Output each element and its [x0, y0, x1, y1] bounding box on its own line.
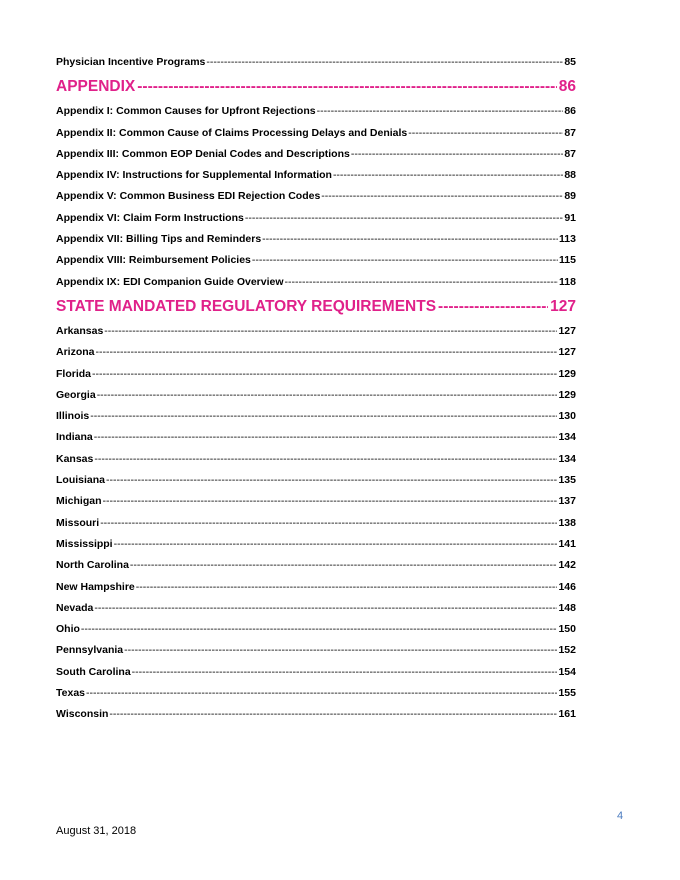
dot-leader: [351, 147, 563, 161]
dot-leader: [252, 253, 558, 267]
toc-entry-label: Appendix VIII: Reimbursement Policies: [56, 254, 251, 267]
dot-leader: [81, 622, 558, 636]
toc-entry[interactable]: [56, 275, 576, 296]
toc-entry[interactable]: [56, 643, 576, 664]
state-entries: [56, 324, 576, 729]
toc-entry[interactable]: [56, 253, 576, 274]
toc-entry[interactable]: [56, 473, 576, 494]
dot-leader: [408, 126, 563, 140]
toc-entry[interactable]: [56, 622, 576, 643]
toc-entry-page: 130: [558, 410, 576, 423]
dot-leader: [96, 345, 558, 359]
toc-entry-label: Appendix III: Common EOP Denial Codes and Descriptions: [56, 147, 350, 160]
toc-entry[interactable]: [56, 147, 576, 168]
toc-entry[interactable]: [56, 686, 576, 707]
toc-entry-label: New Hampshire: [56, 580, 135, 593]
toc-entry[interactable]: [56, 707, 576, 728]
dot-leader: [333, 168, 563, 182]
toc-entry-page: 86: [564, 105, 576, 118]
dot-leader: [92, 367, 557, 381]
toc-entry-page: 135: [558, 474, 576, 487]
toc-entry-label: Pennsylvania: [56, 644, 124, 657]
toc-entry[interactable]: [56, 104, 576, 125]
toc-entry-label: South Carolina: [56, 665, 131, 678]
dot-leader: [94, 430, 558, 444]
toc-entry-label: Georgia: [56, 388, 96, 401]
toc-entry-page: 134: [558, 431, 576, 444]
toc-entry-label: Wisconsin: [56, 708, 109, 721]
toc-entry[interactable]: [56, 452, 576, 473]
toc-entry[interactable]: [56, 324, 576, 345]
toc-entry-page: 134: [558, 452, 576, 465]
toc-entry-label: Appendix IX: EDI Companion Guide Overview: [56, 275, 284, 288]
toc-entry-label: Appendix V: Common Business EDI Rejection Codes: [56, 190, 321, 203]
dot-leader: [136, 580, 558, 594]
toc-entry-label: Appendix VII: Billing Tips and Reminders: [56, 233, 262, 246]
dot-leader: [90, 409, 557, 423]
toc-entry-page: 161: [558, 708, 576, 721]
toc-entry-page: 129: [558, 388, 576, 401]
dot-leader: [132, 665, 558, 679]
dot-leader: [104, 324, 557, 338]
toc-entry-label: North Carolina: [56, 559, 129, 572]
toc-entry-label: Appendix IV: Instructions for Supplemental Information: [56, 169, 332, 182]
toc-entry-page: 138: [558, 516, 576, 529]
dot-leader: [130, 558, 558, 572]
toc-heading-state-mandated[interactable]: [56, 297, 576, 324]
toc-entry-label: Louisiana: [56, 474, 106, 487]
dot-leader: [321, 189, 563, 203]
toc-entry-label: Ohio: [56, 623, 80, 636]
toc-entry[interactable]: [56, 665, 576, 686]
toc-entry-label: Arkansas: [56, 324, 104, 337]
dot-leader: [262, 232, 558, 246]
toc-entry-page: 141: [558, 537, 576, 550]
toc-entry[interactable]: [56, 558, 576, 579]
toc-entry-label: Missouri: [56, 516, 100, 529]
dot-leader: [106, 473, 557, 487]
page-number: 4: [617, 810, 624, 822]
toc-entry[interactable]: [56, 388, 576, 409]
toc-entry-page: 142: [558, 559, 576, 572]
toc-heading-label: STATE MANDATED REGULATORY REQUIREMENTS: [56, 297, 437, 315]
toc-entry[interactable]: [56, 168, 576, 189]
dot-leader: [103, 494, 558, 508]
toc-entry-physician-incentive-programs[interactable]: [56, 55, 576, 76]
toc-entry-label: Mississippi: [56, 537, 113, 550]
toc-entry-page: 150: [558, 623, 576, 636]
toc-entry[interactable]: [56, 494, 576, 515]
footer-date: August 31, 2018: [56, 825, 137, 837]
toc-entry-page: 127: [558, 346, 576, 359]
toc-entry-page: 91: [564, 211, 576, 224]
toc-entry-label: Nevada: [56, 601, 94, 614]
toc-entry-page: 113: [559, 233, 576, 246]
dot-leader: [438, 297, 548, 317]
toc-entry[interactable]: [56, 409, 576, 430]
toc-entry-page: 146: [558, 580, 576, 593]
dot-leader: [109, 707, 557, 721]
toc-entry[interactable]: [56, 430, 576, 451]
toc-entry[interactable]: [56, 367, 576, 388]
toc-entry-page: 148: [558, 601, 576, 614]
toc-entry[interactable]: [56, 580, 576, 601]
dot-leader: [97, 388, 558, 402]
dot-leader: [285, 275, 559, 289]
toc-heading-page: 86: [558, 78, 576, 96]
toc-entry-label: Illinois: [56, 410, 90, 423]
toc-entry-page: 155: [558, 687, 576, 700]
toc-entry-page: 118: [559, 275, 576, 288]
toc-entry[interactable]: [56, 601, 576, 622]
toc-entry[interactable]: [56, 537, 576, 558]
dot-leader: [114, 537, 558, 551]
dot-leader: [206, 55, 563, 69]
toc-entry-page: 127: [558, 324, 576, 337]
dot-leader: [317, 104, 564, 118]
dot-leader: [100, 516, 557, 530]
toc-entry-label: Indiana: [56, 431, 93, 444]
toc-entry-page: 87: [564, 147, 576, 160]
toc-entry-page: 88: [564, 169, 576, 182]
toc-entry-label: Appendix I: Common Causes for Upfront Rejections: [56, 105, 316, 118]
toc-entry-page: 115: [559, 254, 576, 267]
toc-entry-page: 137: [558, 495, 576, 508]
toc-entry[interactable]: [56, 516, 576, 537]
dot-leader: [94, 452, 557, 466]
dot-leader: [245, 211, 563, 225]
toc-entry-page: 129: [558, 367, 576, 380]
dot-leader: [124, 643, 557, 657]
toc-entry-label: Arizona: [56, 346, 95, 359]
toc-heading-appendix[interactable]: [56, 77, 576, 104]
appendix-entries: [56, 104, 576, 296]
toc-entry-page: 89: [564, 190, 576, 203]
dot-leader: [137, 77, 557, 97]
toc-entry[interactable]: [56, 211, 576, 232]
toc-entry-label: Physician Incentive Programs: [56, 56, 206, 68]
toc-entry-label: Michigan: [56, 495, 102, 508]
toc-entry-label: Appendix II: Common Cause of Claims Processing Delays and Denials: [56, 126, 408, 139]
toc-entry-label: Texas: [56, 687, 85, 700]
toc-heading-page: 127: [550, 297, 576, 315]
toc-entry[interactable]: [56, 126, 576, 147]
toc-heading-label: APPENDIX: [56, 78, 136, 96]
dot-leader: [86, 686, 557, 700]
table-of-contents: [56, 55, 576, 729]
toc-entry[interactable]: [56, 189, 576, 210]
toc-entry[interactable]: [56, 232, 576, 253]
dot-leader: [94, 601, 557, 615]
toc-entry-label: Florida: [56, 367, 92, 380]
toc-entry-page: 152: [558, 644, 576, 657]
toc-entry-label: Appendix VI: Claim Form Instructions: [56, 211, 244, 224]
toc-entry-page: 85: [564, 56, 576, 68]
toc-entry-label: Kansas: [56, 452, 94, 465]
toc-entry-page: 154: [558, 665, 576, 678]
toc-entry[interactable]: [56, 345, 576, 366]
toc-entry-page: 87: [564, 126, 576, 139]
